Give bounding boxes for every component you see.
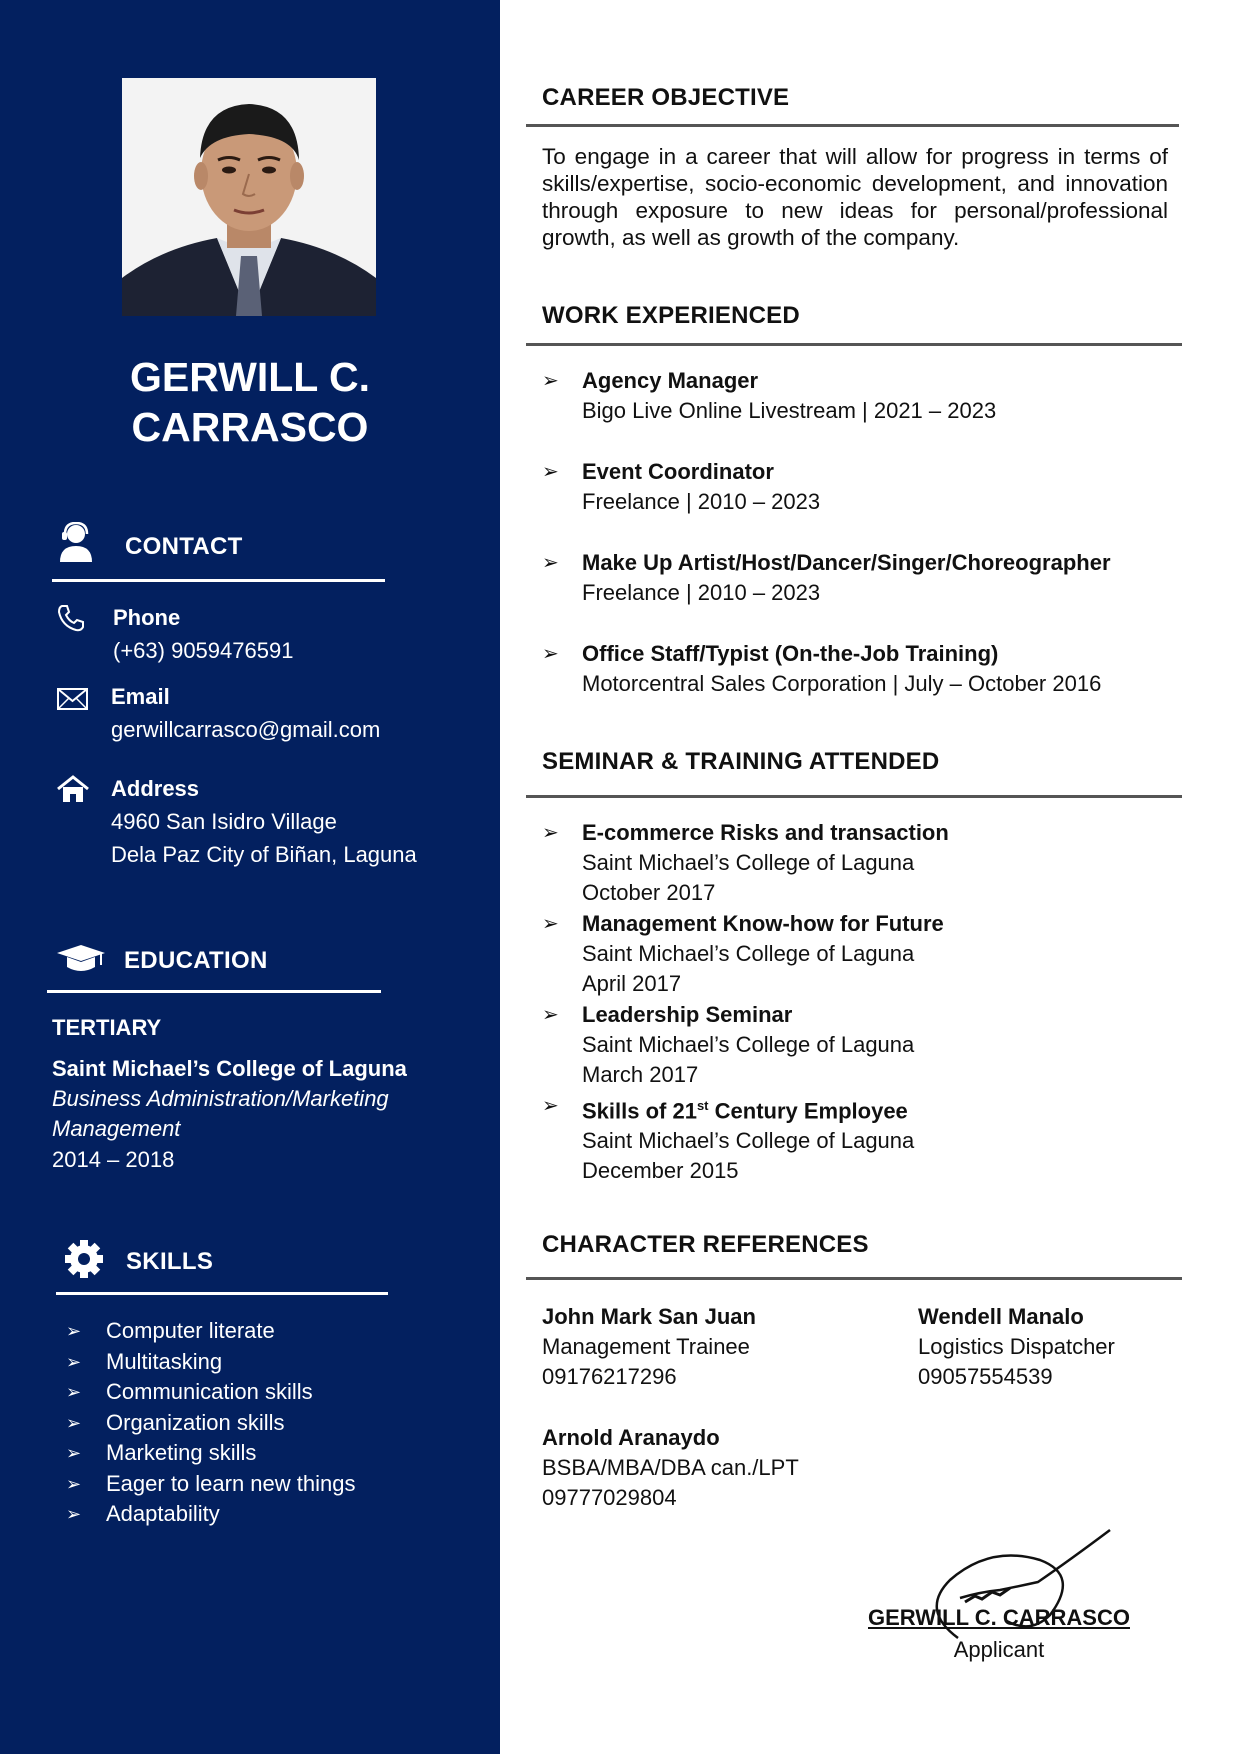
reference-name: Wendell Manalo bbox=[918, 1304, 1084, 1329]
email-value[interactable]: gerwillcarrasco@gmail.com bbox=[111, 717, 381, 742]
seminar-date: December 2015 bbox=[582, 1158, 739, 1184]
arrowhead-bullet-icon: ➢ bbox=[66, 1351, 82, 1372]
reference-item bbox=[542, 1302, 756, 1392]
career-objective-heading: CAREER OBJECTIVE bbox=[542, 84, 790, 111]
arrowhead-bullet-icon: ➢ bbox=[66, 1473, 82, 1494]
work-detail: Bigo Live Online Livestream | 2021 – 2023 bbox=[582, 398, 997, 423]
arrowhead-bullet-icon: ➢ bbox=[66, 1321, 82, 1341]
seminar-place: Saint Michael’s College of Laguna bbox=[582, 1128, 915, 1154]
arrowhead-bullet-icon: ➢ bbox=[66, 1443, 82, 1463]
skill-item: ➢ Marketing skills bbox=[66, 1438, 356, 1469]
arrowhead-bullet-icon: ➢ bbox=[66, 1412, 82, 1433]
arrowhead-bullet-icon: ➢ bbox=[542, 913, 559, 935]
education-school: Saint Michael’s College of Laguna bbox=[52, 1056, 407, 1081]
seminar-place: Saint Michael’s College of Laguna bbox=[582, 850, 915, 875]
skills-divider bbox=[56, 1292, 388, 1295]
applicant-name-line1: GERWILL C. bbox=[130, 354, 370, 400]
work-title: Office Staff/Typist (On-the-Job Training) bbox=[582, 641, 999, 666]
seminar-item bbox=[542, 1000, 1202, 1090]
applicant-name-line2: CARRASCO bbox=[131, 404, 369, 450]
education-course-line2: Management bbox=[52, 1116, 181, 1141]
reference-role: Management Trainee bbox=[542, 1334, 750, 1359]
seminar-date: April 2017 bbox=[582, 971, 682, 996]
seminars-heading: SEMINAR & TRAINING ATTENDED bbox=[542, 748, 940, 775]
skill-item: ➢ Communication skills bbox=[66, 1377, 356, 1408]
education-course-line1: Business Administration/Marketing bbox=[52, 1086, 389, 1111]
seminar-title: E-commerce Risks and transaction bbox=[582, 820, 949, 845]
arrowhead-bullet-icon: ➢ bbox=[542, 1004, 559, 1026]
contact-divider bbox=[52, 579, 385, 582]
reference-role: Logistics Dispatcher bbox=[918, 1334, 1115, 1359]
arrowhead-bullet-icon: ➢ bbox=[66, 1382, 82, 1402]
address-line1: 4960 San Isidro Village bbox=[111, 809, 337, 834]
reference-item bbox=[918, 1302, 1115, 1392]
work-detail: Freelance | 2010 – 2023 bbox=[582, 489, 821, 514]
education-years: 2014 – 2018 bbox=[52, 1147, 175, 1172]
seminar-place: Saint Michael’s College of Laguna bbox=[582, 941, 915, 966]
seminar-item bbox=[542, 1091, 1202, 1186]
skill-item: ➢ Organization skills bbox=[66, 1408, 356, 1439]
references-heading: CHARACTER REFERENCES bbox=[542, 1231, 869, 1258]
skills-list bbox=[66, 1316, 356, 1530]
address-line2: Dela Paz City of Biñan, Laguna bbox=[111, 842, 417, 867]
work-item bbox=[542, 548, 1202, 608]
skills-heading: SKILLS bbox=[126, 1248, 214, 1275]
reference-phone[interactable]: 09176217296 bbox=[542, 1364, 677, 1389]
profile-photo-image bbox=[122, 78, 376, 316]
phone-label: Phone bbox=[113, 605, 181, 630]
skill-item: ➢ Computer literate bbox=[66, 1316, 356, 1347]
seminar-date: October 2017 bbox=[582, 880, 716, 905]
reference-phone[interactable]: 09777029804 bbox=[542, 1485, 677, 1510]
work-title: Event Coordinator bbox=[582, 459, 774, 484]
address-label: Address bbox=[111, 776, 200, 801]
signature-name: GERWILL C. CARRASCO bbox=[868, 1605, 1130, 1630]
sidebar bbox=[0, 0, 500, 1754]
seminar-item bbox=[542, 818, 1202, 908]
seminar-item bbox=[542, 909, 1202, 999]
skill-item: ➢ Eager to learn new things bbox=[66, 1469, 356, 1500]
education-divider bbox=[47, 990, 381, 993]
career-objective-text: To engage in a career that will allow for progress in terms of skills/expertise, socio-economic development, and innovation through exposure to new ideas for personal/professional growth, as well as growth of the company. bbox=[542, 144, 1168, 250]
work-detail: Freelance | 2010 – 2023 bbox=[582, 580, 821, 605]
seminar-date: March 2017 bbox=[582, 1062, 699, 1087]
seminar-title: Leadership Seminar bbox=[582, 1002, 793, 1027]
signature-role: Applicant bbox=[953, 1637, 1045, 1662]
reference-name: Arnold Aranaydo bbox=[542, 1425, 720, 1450]
reference-phone[interactable]: 09057554539 bbox=[918, 1364, 1053, 1389]
references-divider bbox=[526, 1277, 1182, 1280]
phone-value[interactable]: (+63) 9059476591 bbox=[113, 638, 294, 663]
work-detail: Motorcentral Sales Corporation | July – October 2016 bbox=[582, 671, 1102, 696]
arrowhead-bullet-icon: ➢ bbox=[542, 643, 559, 665]
reference-item bbox=[542, 1423, 799, 1513]
work-title: Make Up Artist/Host/Dancer/Singer/Choreographer bbox=[582, 550, 1111, 575]
work-heading: WORK EXPERIENCED bbox=[542, 302, 800, 329]
work-divider bbox=[526, 343, 1182, 346]
education-heading: EDUCATION bbox=[124, 947, 268, 974]
phone-icon bbox=[57, 604, 85, 637]
home-icon bbox=[56, 775, 90, 808]
arrowhead-bullet-icon: ➢ bbox=[542, 1095, 559, 1117]
work-title: Agency Manager bbox=[582, 368, 759, 393]
work-item bbox=[542, 639, 1202, 699]
reference-name: John Mark San Juan bbox=[542, 1304, 756, 1329]
work-item bbox=[542, 366, 1202, 426]
email-label: Email bbox=[111, 684, 170, 709]
graduation-cap-icon bbox=[55, 943, 107, 980]
work-item bbox=[542, 457, 1202, 517]
arrowhead-bullet-icon: ➢ bbox=[66, 1504, 82, 1524]
main-column bbox=[500, 0, 1239, 1754]
skill-item: ➢ Multitasking bbox=[66, 1347, 356, 1378]
profile-photo bbox=[122, 78, 376, 316]
applicant-name bbox=[60, 352, 440, 452]
seminar-title: Management Know-how for Future bbox=[582, 911, 944, 936]
reference-role: BSBA/MBA/DBA can./LPT bbox=[542, 1455, 799, 1480]
seminar-place: Saint Michael’s College of Laguna bbox=[582, 1032, 915, 1057]
arrowhead-bullet-icon: ➢ bbox=[542, 370, 559, 392]
skill-item: ➢ Adaptability bbox=[66, 1499, 356, 1530]
seminars-divider bbox=[526, 795, 1182, 798]
envelope-icon bbox=[57, 688, 88, 715]
seminar-title: Skills of 21st Century Employee bbox=[582, 1098, 908, 1124]
arrowhead-bullet-icon: ➢ bbox=[542, 552, 559, 574]
arrowhead-bullet-icon: ➢ bbox=[542, 822, 559, 844]
contact-heading: CONTACT bbox=[125, 533, 243, 560]
arrowhead-bullet-icon: ➢ bbox=[542, 461, 559, 483]
career-objective-divider bbox=[526, 124, 1179, 127]
education-level: TERTIARY bbox=[52, 1015, 162, 1040]
headset-person-icon bbox=[58, 522, 94, 567]
gear-icon bbox=[64, 1239, 104, 1284]
